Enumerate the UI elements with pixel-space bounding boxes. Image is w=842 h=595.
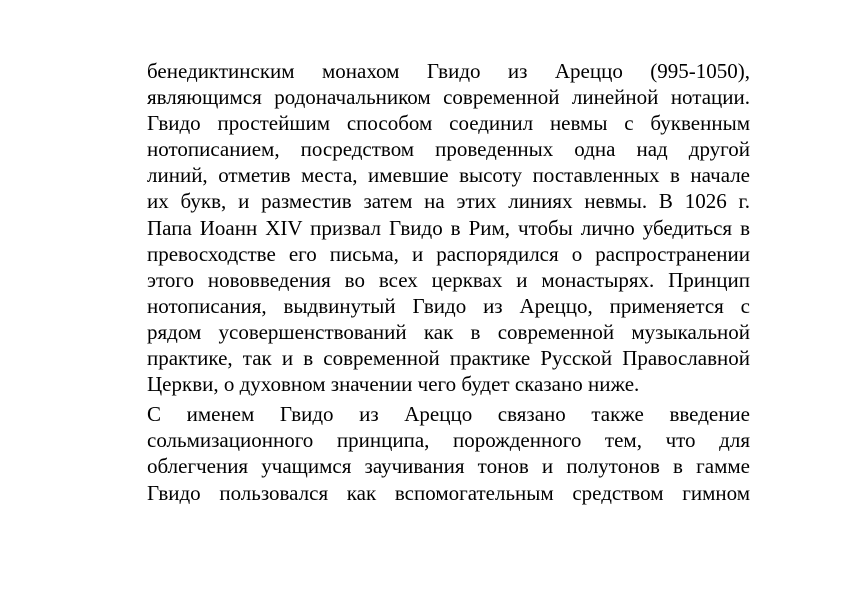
- text-line: Папа Иоанн XIV призвал Гвидо в Рим, чтобы лично убедиться в: [147, 215, 750, 240]
- text-line: их букв, и разместив затем на этих линиях невмы. В 1026 г.: [147, 189, 750, 214]
- text-line: линий, отметив места, имевшие высоту поставленных в начале: [147, 163, 750, 188]
- text-line: являющимся родоначальником современной линейной нотации.: [147, 85, 750, 110]
- text-line: рядом усовершенствований как в современной музыкальной: [147, 319, 750, 344]
- text-line: нотописания, выдвинутый Гвидо из Ареццо, применяется с: [147, 293, 750, 318]
- text-line: Гвидо пользовался как вспомогательным средством гимном: [147, 480, 750, 505]
- paragraph-2: [147, 401, 750, 505]
- text-line: Церкви, о духовном значении чего будет сказано ниже.: [147, 372, 640, 397]
- text-line: сольмизационного принципа, порожденного тем, что для: [147, 428, 750, 453]
- paragraph-1: [147, 58, 750, 397]
- text-line: бенедиктинским монахом Гвидо из Ареццо (995-1050),: [147, 59, 750, 83]
- text-line: практике, так и в современной практике Русской Православной: [147, 346, 750, 371]
- text-line: этого нововведения во всех церквах и монастырях. Принцип: [147, 267, 750, 292]
- text-line: С именем Гвидо из Ареццо связано также введение: [147, 402, 750, 427]
- text-line: облегчения учащимся заучивания тонов и полутонов в гамме: [147, 454, 750, 479]
- text-line: превосходстве его письма, и распорядился о распространении: [147, 241, 750, 266]
- text-line: нотописанием, посредством проведенных одна над другой: [147, 137, 750, 162]
- text-line: Гвидо простейшим способом соединил невмы с буквенным: [147, 111, 750, 136]
- body-text: [147, 58, 750, 510]
